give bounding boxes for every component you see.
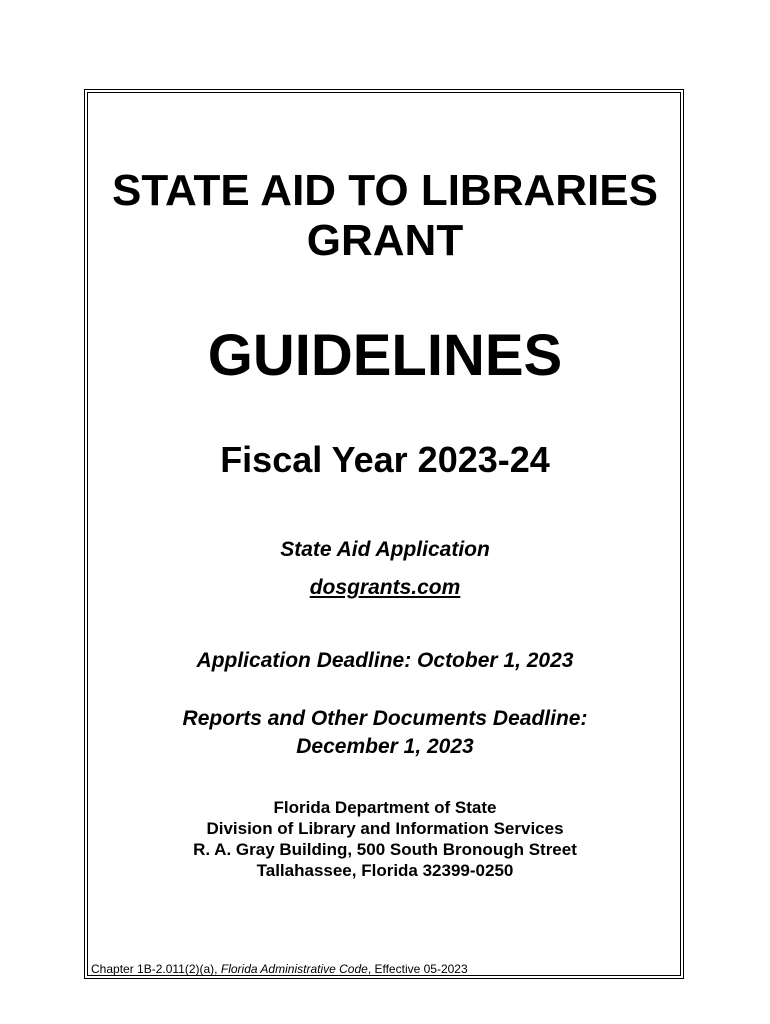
reports-deadline-line-1: Reports and Other Documents Deadline: bbox=[182, 707, 588, 730]
reports-deadline bbox=[0, 705, 770, 761]
address-line-3: R. A. Gray Building, 500 South Bronough Street bbox=[193, 840, 577, 859]
title-line-1: STATE AID TO LIBRARIES bbox=[112, 166, 658, 215]
fiscal-year: Fiscal Year 2023-24 bbox=[220, 439, 550, 480]
address-line-4: Tallahassee, Florida 32399-0250 bbox=[256, 861, 514, 880]
guidelines-heading: GUIDELINES bbox=[207, 323, 563, 388]
footer-chapter: Chapter 1B-2.011(2)(a), bbox=[91, 962, 218, 976]
footer-citation bbox=[91, 962, 468, 976]
document-title bbox=[0, 166, 770, 266]
application-label: State Aid Application bbox=[280, 538, 490, 561]
application-deadline: Application Deadline: October 1, 2023 bbox=[196, 649, 574, 672]
title-line-2: GRANT bbox=[306, 216, 464, 265]
footer-code: Florida Administrative Code bbox=[220, 962, 368, 976]
address-line-2: Division of Library and Information Services bbox=[206, 819, 564, 838]
website-line bbox=[0, 575, 770, 601]
reports-deadline-line-2: December 1, 2023 bbox=[296, 735, 474, 758]
address-block bbox=[0, 797, 770, 881]
footer-effective: , Effective 05-2023 bbox=[367, 962, 468, 976]
website-link[interactable]: dosgrants.com bbox=[309, 576, 461, 599]
address-line-1: Florida Department of State bbox=[273, 798, 497, 817]
